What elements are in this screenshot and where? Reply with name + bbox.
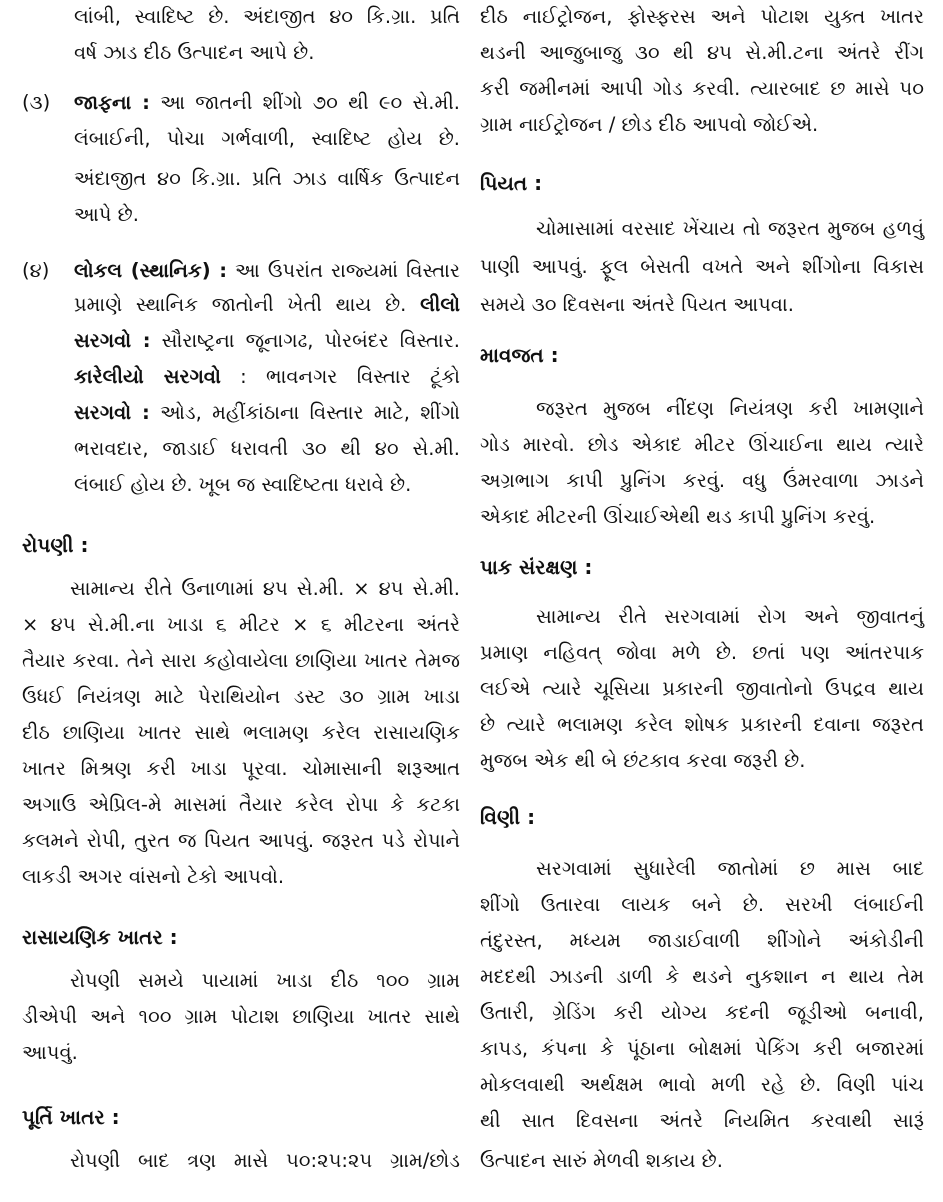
section-heading-piyat: પિયત : [480, 171, 543, 195]
text-line: આપે છે. [74, 203, 139, 226]
text-line: રોપણી બાદ ત્રણ માસે ૫૦:૨૫:૨૫ ગ્રામ/છોડ [70, 1149, 460, 1172]
text-line: ચોમાસામાં વરસાદ ખેંચાય તો જરૂરત મુજબ હળવું [536, 217, 924, 240]
text-line: દીઠ છાણિયા ખાતર સાથે ભલામણ કરેલ રાસાયણિક [22, 721, 460, 744]
text-line: ગ્રામ નાઈટ્રોજન / છોડ દીઠ આપવો જોઈએ. [480, 113, 819, 136]
text-line: પ્રમાણે સ્થાનિક જાતોની ખેતી થાય છે. લીલો [74, 293, 460, 316]
text-line: અગ્રભાગ કાપી પ્રુનિંગ કરવું. વધુ ઉંમરવાળા ઝાડને [480, 469, 924, 492]
text-line: પાણી આપવું. ફૂલ બેસતી વખતે અને શીંગોના વિકાસ [480, 255, 924, 278]
text-line: તંદુરસ્ત, મધ્યમ જાડાઈવાળી શીંગોને અંકોડીની [480, 929, 924, 952]
list-item-line: જાફના : આ જાતની શીંગો ૭૦ થી ૯૦ સે.મી. [74, 91, 460, 114]
text-line: × ૪૫ સે.મી.ના ખાડા ૬ મીટર × ૬ મીટરના અંતરે [22, 613, 460, 636]
text-line: કરી જમીનમાં આપી ગોડ કરવી. ત્યારબાદ છ માસે ૫૦ [480, 77, 924, 100]
term-jafna: જાફના : [74, 91, 150, 114]
section-heading-mavjat: માવજત : [480, 343, 559, 367]
text-line: ગોડ મારવો. છોડ એકાદ મીટર ઊંચાઈના થાય ત્યારે [480, 433, 924, 456]
text-line: મુજબ એક થી બે છંટકાવ કરવા જરૂરી છે. [480, 749, 806, 772]
text-line: શીંગો ઉતારવા લાયક બને છે. સરખી લંબાઈની [480, 893, 924, 916]
text-line: વર્ષ ઝાડ દીઠ ઉત્પાદન આપે છે. [74, 41, 315, 64]
section-heading-ropani: રોપણી : [22, 533, 89, 557]
section-heading-rasayanik: રાસાયણિક ખાતર : [22, 925, 178, 949]
text-line: સામાન્ય રીતે ઉનાળામાં ૪૫ સે.મી. × ૪૫ સે.મી. [70, 577, 460, 600]
text-line: ભરાવદાર, જાડાઈ ધરાવતી ૩૦ થી ૪૦ સે.મી. [74, 437, 460, 460]
text-line: આપવું. [22, 1041, 78, 1064]
list-number: (૩) [22, 91, 51, 114]
text-line: જરૂરત મુજબ નીંદણ નિયંત્રણ કરી ખામણાને [536, 397, 924, 420]
text-line: ડીએપી અને ૧૦૦ ગ્રામ પોટાશ છાણિયા ખાતર સાથે [22, 1005, 460, 1028]
text-line: લંબાઈની, પોચા ગર્ભવાળી, સ્વાદિષ્ટ હોય છે. [74, 127, 460, 150]
text-line: કારેલીયો સરગવો : ભાવનગર વિસ્તાર ટૂંકો [74, 365, 460, 388]
text-line: દીઠ નાઈટ્રોજન, ફોસ્ફરસ અને પોટાશ યુક્ત ખાતર [480, 5, 924, 28]
text-line: થડની આજુબાજુ ૩૦ થી ૪૫ સે.મી.ટના અંતરે રીંગ [480, 41, 924, 64]
text-line: અંદાજીત ૪૦ કિ.ગ્રા. પ્રતિ ઝાડ વાર્ષિક ઉત્પાદન [74, 167, 460, 190]
text-line: તૈયાર કરવા. તેને સારા કહોવાયેલા છાણિયા ખાતર તેમજ [22, 649, 460, 672]
text-line: ખાતર મિશ્રણ કરી ખાડા પૂરવા. ચોમાસાની શરૂઆત [22, 757, 460, 780]
list-item-line: લોકલ (સ્થાનિક) : આ ઉપરાંત રાજ્યમાં વિસ્તાર [74, 259, 460, 282]
text-line: મદદથી ઝાડની ડાળી કે થડને નુકશાન ન થાય તેમ [480, 965, 924, 988]
text-line: કલમને રોપી, તુરત જ પિયત આપવું. જરૂરત પડે રોપાને [22, 829, 460, 852]
text-line: ઉતારી, ગ્રેડિંગ કરી યોગ્ય કદની જૂડીઓ બનાવી, [480, 1001, 924, 1024]
text-line: મોકલવાથી અર્થક્ષમ ભાવો મળી રહે છે. વિણી પાંચ [480, 1073, 924, 1096]
text-line: સમયે ૩૦ દિવસના અંતરે પિયત આપવા. [480, 293, 794, 316]
list-number: (૪) [22, 259, 50, 282]
section-heading-vini: વિણી : [480, 805, 536, 829]
section-heading-purti: પૂર્તિ ખાતર : [22, 1105, 120, 1129]
text-line: લઈએ ત્યારે ચૂસિયા પ્રકારની જીવાતોનો ઉપદ્રવ થાય [480, 677, 924, 700]
text-line: થી સાત દિવસના અંતરે નિયમિત કરવાથી સારૂં [480, 1109, 924, 1132]
term-local: લોકલ (સ્થાનિક) : [74, 259, 228, 282]
text-line: સરગવો : ઓડ, મહીંકાંઠાના વિસ્તાર માટે, શીંગો [74, 401, 460, 424]
text-line: લાંબી, સ્વાદિષ્ટ છે. અંદાજીત ૪૦ કિ.ગ્રા. પ્રતિ [74, 5, 460, 28]
text-line: લાકડી અગર વાંસનો ટેકો આપવો. [22, 865, 285, 888]
text-line: સામાન્ય રીતે સરગવામાં રોગ અને જીવાતનું [536, 605, 924, 628]
text-line: ઉધઈ નિયંત્રણ માટે પેરાથિયોન ડસ્ટ ૩૦ ગ્રામ ખાડા [22, 685, 460, 708]
section-heading-pak-sanrakshan: પાક સંરક્ષણ : [480, 555, 593, 579]
text-line: રોપણી સમયે પાયામાં ખાડા દીઠ ૧૦૦ ગ્રામ [70, 969, 460, 992]
text-line: પ્રમાણ નહિવત્ જોવા મળે છે. છતાં પણ આંતરપાક [480, 641, 924, 664]
text-line: કાપડ, કંપના કે પૂંઠાના બોક્ષમાં પેકિંગ કરી બજારમાં [480, 1037, 924, 1060]
text-line: લંબાઈ હોય છે. ખૂબ જ સ્વાદિષ્ટતા ધરાવે છે. [74, 473, 412, 496]
text-line: અગાઉ એપ્રિલ-મે માસમાં તૈયાર કરેલ રોપા કે કટકા [22, 793, 460, 816]
text-line: સરગવો : સૌરાષ્ટ્રના જૂનાગઢ, પોરબંદર વિસ્તાર. [74, 329, 460, 352]
text-line: ઉત્પાદન સારું મેળવી શકાય છે. [480, 1149, 723, 1172]
text-line: એકાદ મીટરની ઊંચાઈએથી થડ કાપી પ્રુનિંગ કરવું. [480, 505, 876, 528]
text-line: છે ત્યારે ભલામણ કરેલ શોષક પ્રકારની દવાના જરૂરત [480, 713, 924, 736]
text-line: સરગવામાં સુધારેલી જાતોમાં છ માસ બાદ [536, 857, 924, 880]
